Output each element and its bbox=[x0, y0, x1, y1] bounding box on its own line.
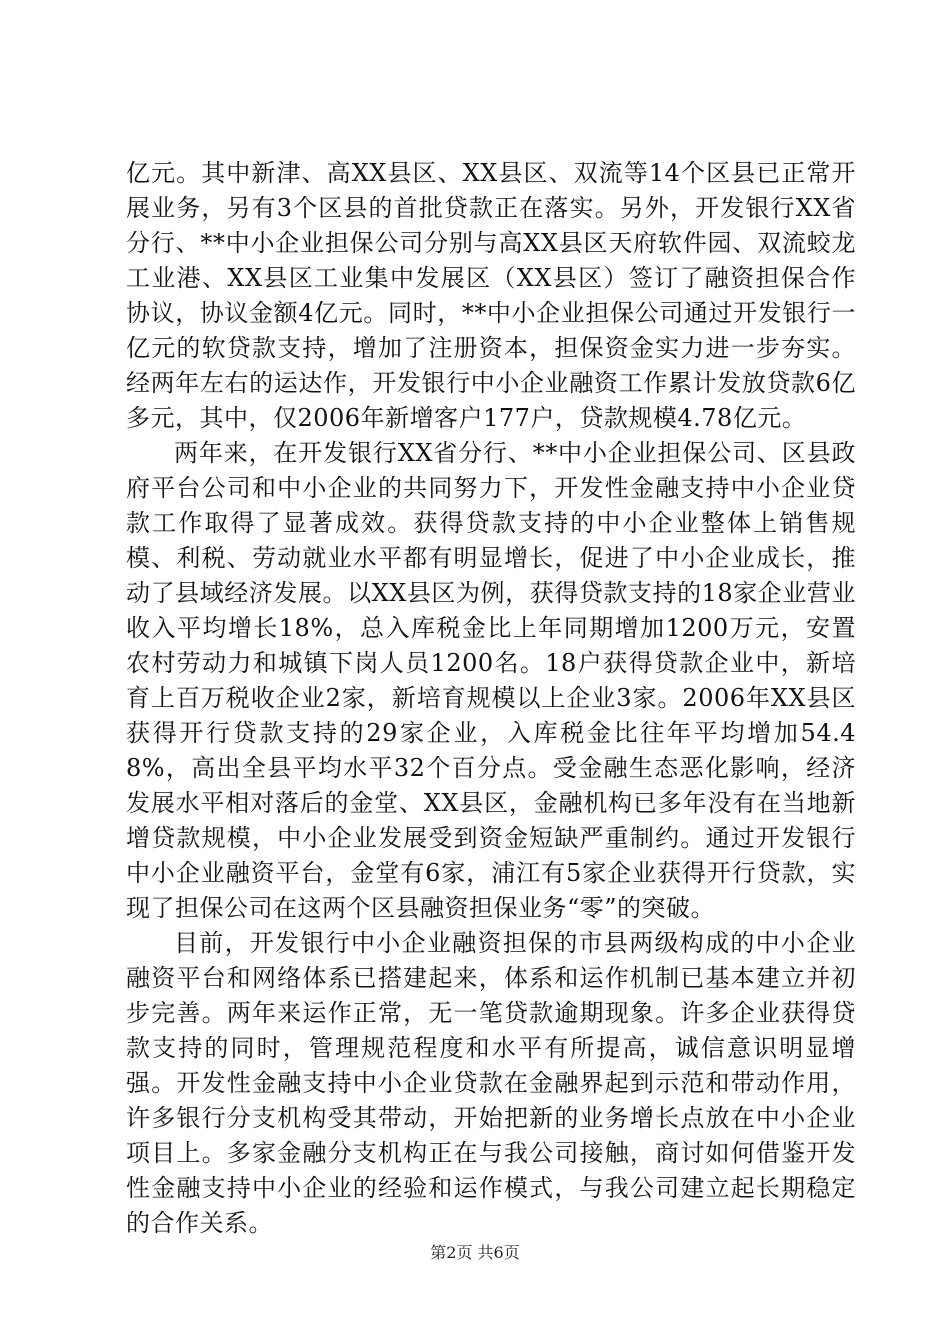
paragraph-2: 两年来，在开发银行XX省分行、**中小企业担保公司、区县政府平台公司和中小企业的共同努力下，开发性金融支持中小企业贷款工作取得了显著成效。获得贷款支持的中小企业整体上销售规模、利税、劳动就业水平都有明显增长，促进了中小企业成长，推动了县域经济发展。以XX县区为例，获得贷款支持的18家企业营业收入平均增长18%，总入库税金比上年同期增加1200万元，安置农村劳动力和城镇下岗人员1200名。18户获得贷款企业中，新培育上百万税收企业2家，新培育规模以上企业3家。2006年XX县区获得开行贷款支持的29家企业，入库税金比往年平均增加54.48%，高出全县平均水平32个百分点。受金融生态恶化影响，经济发展水平相对落后的金堂、XX县区，金融机构已多年没有在当地新增贷款规模，中小企业发展受到资金短缺严重制约。通过开发银行中小企业融资平台，金堂有6家，浦江有5家企业获得开行贷款，实现了担保公司在这两个区县融资担保业务“零”的突破。 bbox=[126, 439, 856, 922]
page-footer: 第2页 共6页 bbox=[430, 1243, 520, 1262]
paragraph-1: 亿元。其中新津、高XX县区、XX县区、双流等14个区县已正常开展业务，另有3个区县的首批贷款正在落实。另外，开发银行XX省分行、**中小企业担保公司分别与高XX县区天府软件园、双流蛟龙工业港、XX县区工业集中发展区（XX县区）签订了融资担保合作协议，协议金额4亿元。同时，**中小企业担保公司通过开发银行一亿元的软贷款支持，增加了注册资本，担保资金实力进一步夯实。经两年左右的运达作，开发银行中小企业融资工作累计发放贷款6亿多元，其中，仅2006年新增客户177户，贷款规模4.78亿元。 bbox=[126, 159, 856, 432]
paragraph-3: 目前，开发银行中小企业融资担保的市县两级构成的中小企业融资平台和网络体系已搭建起来，体系和运作机制已基本建立并初步完善。两年来运作正常，无一笔贷款逾期现象。许多企业获得贷款支持的同时，管理规范程度和水平有所提高，诚信意识明显增强。开发性金融支持中小企业贷款在金融界起到示范和带动作用，许多银行分支机构受其带动，开始把新的业务增长点放在中小企业项目上。多家金融分支机构正在与我公司接触，商讨如何借鉴开发性金融支持中小企业的经验和运作模式，与我公司建立起长期稳定的合作关系。 bbox=[126, 929, 856, 1237]
document-body bbox=[126, 156, 856, 1241]
